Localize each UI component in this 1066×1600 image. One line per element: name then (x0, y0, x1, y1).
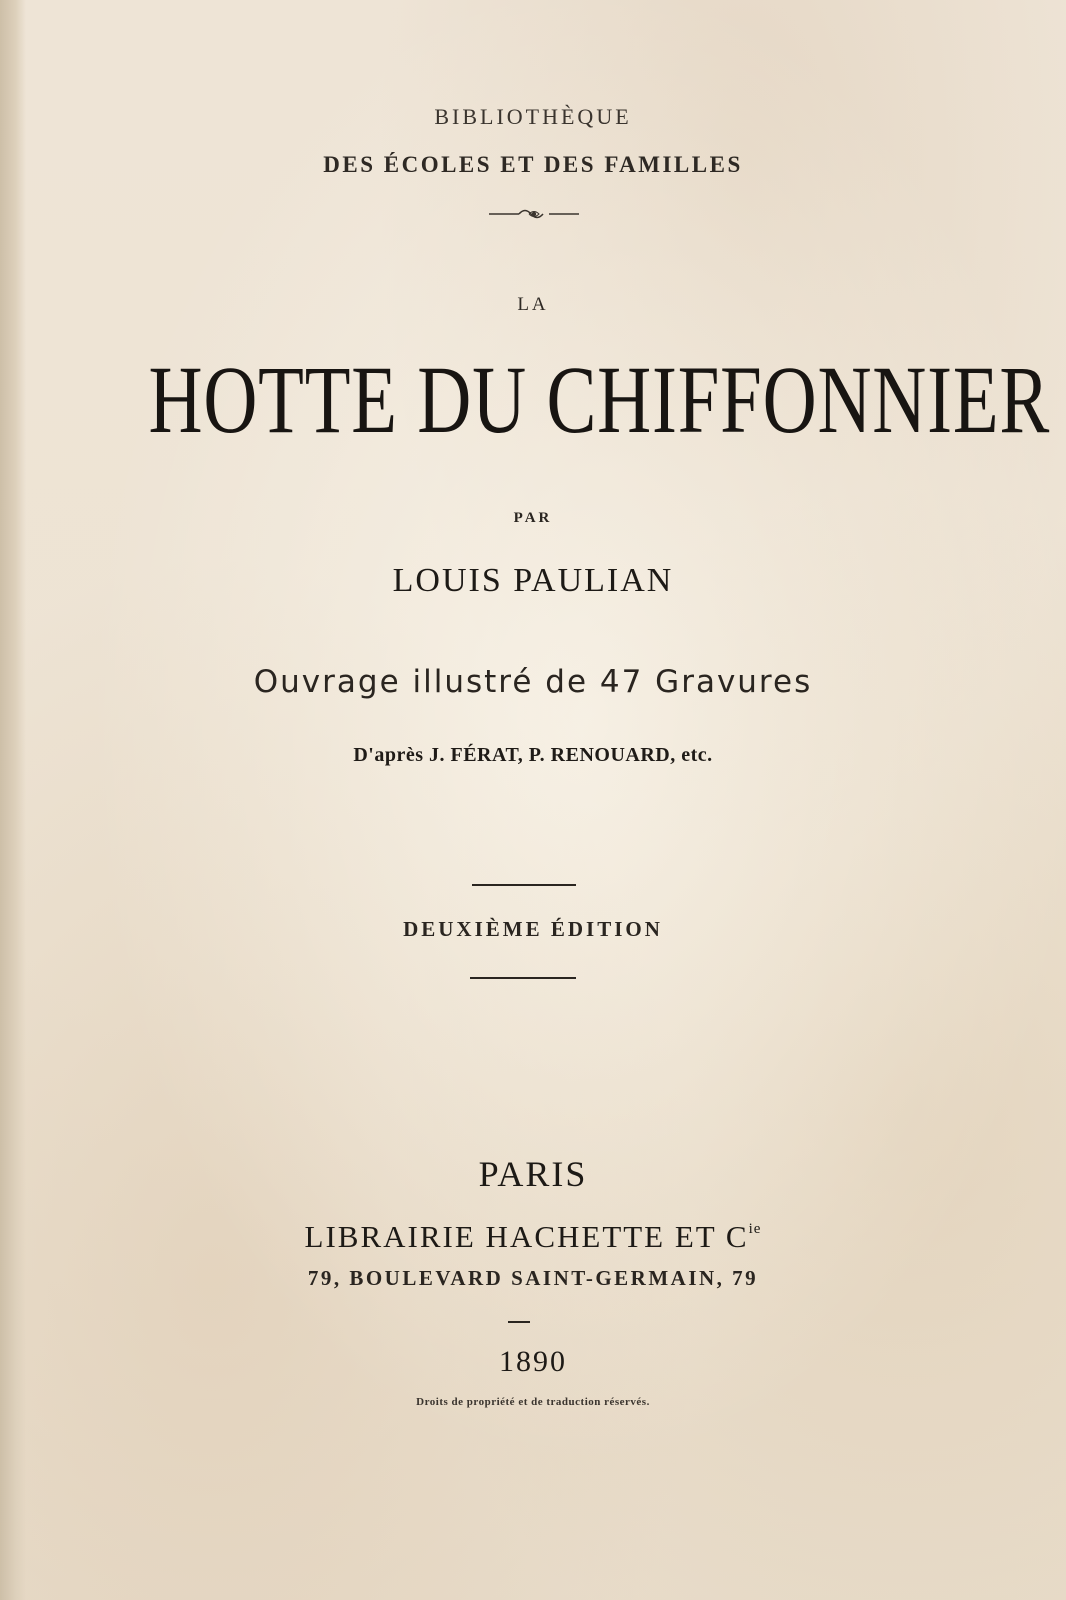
publisher-name-sup: ie (748, 1221, 762, 1237)
publisher-name (0, 1219, 1066, 1255)
publication-year: 1890 (499, 1345, 567, 1378)
series-name-line-1: BIBLIOTHÈQUE (434, 104, 632, 129)
ornament-divider-icon (489, 206, 579, 222)
rule-top (472, 884, 576, 886)
rights-notice: Droits de propriété et de traduction réservés. (416, 1396, 650, 1408)
illustrators-credit: D'après J. FÉRAT, P. RENOUARD, etc. (353, 744, 713, 766)
subtitle: Ouvrage illustré de 47 Gravures (253, 664, 813, 700)
author-name: LOUIS PAULIAN (392, 562, 674, 599)
by-label: PAR (513, 510, 553, 526)
edition-label: DEUXIÈME ÉDITION (403, 917, 663, 941)
series-name-line-2: DES ÉCOLES ET DES FAMILLES (323, 152, 743, 177)
publisher-name-text: LIBRAIRIE HACHETTE ET C (304, 1219, 749, 1254)
publisher-address: 79, BOULEVARD SAINT-GERMAIN, 79 (307, 1266, 759, 1290)
book-title: HOTTE DU CHIFFONNIER (148, 346, 1051, 453)
rule-bottom (470, 977, 576, 979)
publication-city: PARIS (478, 1154, 588, 1194)
rule-short (508, 1321, 530, 1323)
title-article: LA (517, 294, 549, 315)
